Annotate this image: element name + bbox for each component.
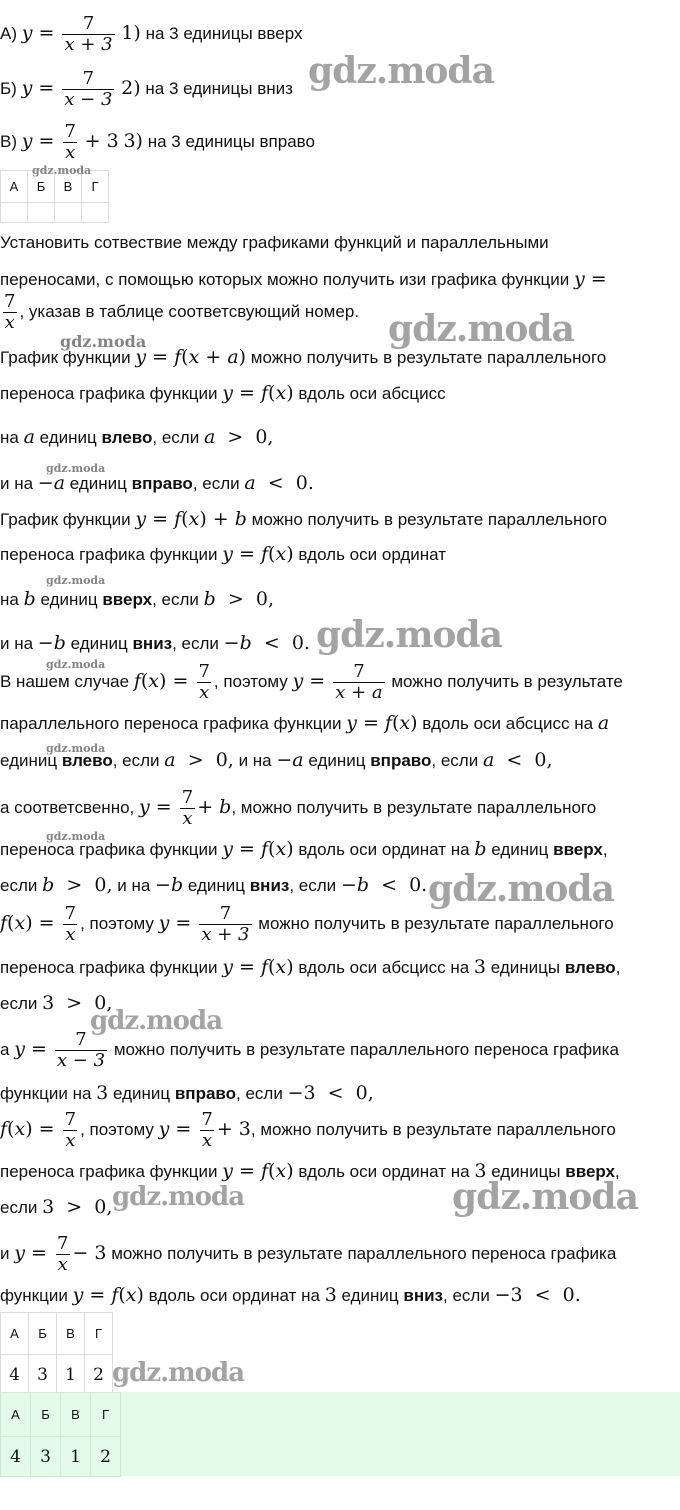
rule-line-6: переноса графика функции y = f(x) вдоль оси ординат <box>0 543 447 565</box>
table-cell: 1 <box>57 1355 85 1395</box>
table-cell: 4 <box>1 1437 31 1477</box>
rule-line-7: на b единиц вверх, если b > 0, <box>0 588 275 610</box>
final-answer-table <box>0 1392 121 1477</box>
case-line-6: если b > 0, и на −b единиц вниз, если −b < 0. <box>0 874 428 896</box>
table-header-cell: В <box>55 171 82 203</box>
rule-line-2: переноса графика функции y = f(x) вдоль оси абсцисс <box>0 382 446 404</box>
solution-line-4: а y = $\frac{7}{x - 3}$ можно получить в результате параллельного переноса графика <box>0 1029 619 1071</box>
table-cell: 2 <box>91 1437 121 1477</box>
watermark: gdz.moda <box>308 50 494 92</box>
table-header-cell: А <box>1 171 28 203</box>
task-line-3: $\frac{7}{x}$ , указав в таблице соответсвующий номер. <box>4 291 360 333</box>
table-cell: 2 <box>85 1355 113 1395</box>
option-v: В) y = $\frac{7}{x}$ + 3 3) на 3 единицы вправо <box>0 121 315 163</box>
answer-table <box>0 1312 113 1395</box>
rule-line-3: на a единиц влево, если a > 0, <box>0 426 274 448</box>
rule-line-8: и на −b единиц вниз, если −b < 0. <box>0 632 310 654</box>
watermark: gdz.moda <box>46 742 106 755</box>
case-line-5: переноса графика функции y = f(x) вдоль оси ординат на b единиц вверх, <box>0 838 608 860</box>
watermark: gdz.moda <box>388 308 574 350</box>
table-header-cell: Г <box>85 1313 113 1355</box>
watermark: gdz.moda <box>316 614 502 656</box>
solution-line-7: переноса графика функции y = f(x) вдоль оси ординат на 3 единицы вверх, <box>0 1160 620 1182</box>
solution-line-9: и y = $\frac{7}{x}$ − 3 можно получить в результате параллельного переноса графика <box>0 1233 617 1275</box>
table-header-cell: Б <box>28 171 55 203</box>
case-line-3: единиц влево, если a > 0, и на −a единиц вправо, если a < 0, <box>0 749 553 771</box>
solution-line-8: если 3 > 0, <box>0 1196 113 1218</box>
case-line-2: параллельного переноса графика функции y = f(x) вдоль оси абсцисс на a <box>0 712 610 734</box>
solution-line-6: f(x) = $\frac{7}{x}$ , поэтому y = $\frac{7}{x}$ + 3, можно получить в результате параллельного <box>0 1109 616 1151</box>
table-cell: 1 <box>61 1437 91 1477</box>
rule-line-5: График функции y = f(x) + b можно получить в результате параллельного <box>0 508 608 530</box>
case-line-4: а соответсвенно, y = $\frac{7}{x}$ + b, можно получить в результате параллельного <box>0 787 597 829</box>
table-header-cell: В <box>57 1313 85 1355</box>
task-line-1: Установить сотвествие между графиками функций и параллельными <box>0 233 549 252</box>
rule-line-4: и на −a единиц вправо, если a < 0. <box>0 472 314 494</box>
table-header-cell: А <box>1 1393 31 1437</box>
table-cell: 3 <box>29 1355 57 1395</box>
watermark: gdz.moda <box>60 332 147 351</box>
watermark: gdz.moda <box>112 1358 245 1388</box>
table-header-cell: В <box>61 1393 91 1437</box>
solution-line-1: f(x) = $\frac{7}{x}$ , поэтому y = $\frac{7}{x + 3}$ можно получить в результате параллельного <box>0 903 614 945</box>
watermark: gdz.moda <box>90 1006 223 1036</box>
watermark: gdz.moda <box>46 462 106 475</box>
case-line-1: В нашем случае f(x) = $\frac{7}{x}$ , поэтому y = $\frac{7}{x + a}$ можно получить в результате <box>0 661 623 703</box>
table-header-cell: Б <box>31 1393 61 1437</box>
solution-line-2: переноса графика функции y = f(x) вдоль оси абсцисс на 3 единицы влево, <box>0 956 621 978</box>
table-header-cell: Г <box>82 171 109 203</box>
table-header-cell: Б <box>29 1313 57 1355</box>
watermark: gdz.moda <box>428 868 614 910</box>
table-cell: 4 <box>1 1355 29 1395</box>
table-header-cell: Г <box>91 1393 121 1437</box>
option-a: А) y = $\frac{7}{x + 3}$ 1) на 3 единицы вверх <box>0 13 303 55</box>
empty-answer-table <box>0 170 109 223</box>
watermark: gdz.moda <box>46 658 106 671</box>
table-header-cell: А <box>1 1313 29 1355</box>
solution-line-5: функции на 3 единиц вправо, если −3 < 0, <box>0 1082 374 1104</box>
watermark: gdz.moda <box>112 1182 245 1212</box>
watermark: gdz.moda <box>46 574 106 587</box>
task-line-2: переносами, с помощью которых можно получить изи графика функции y = <box>0 268 607 290</box>
watermark: gdz.moda <box>452 1176 638 1218</box>
option-b: Б) y = $\frac{7}{x - 3}$ 2) на 3 единицы вниз <box>0 68 293 110</box>
watermark: gdz.moda <box>46 830 106 843</box>
watermark: gdz.moda <box>32 164 92 177</box>
rule-line-1: График функции y = f(x + a) можно получить в результате параллельного <box>0 346 607 368</box>
solution-line-3: если 3 > 0, <box>0 992 113 1014</box>
table-cell: 3 <box>31 1437 61 1477</box>
solution-line-10: функции y = f(x) вдоль оси ординат на 3 единиц вниз, если −3 < 0. <box>0 1284 581 1306</box>
